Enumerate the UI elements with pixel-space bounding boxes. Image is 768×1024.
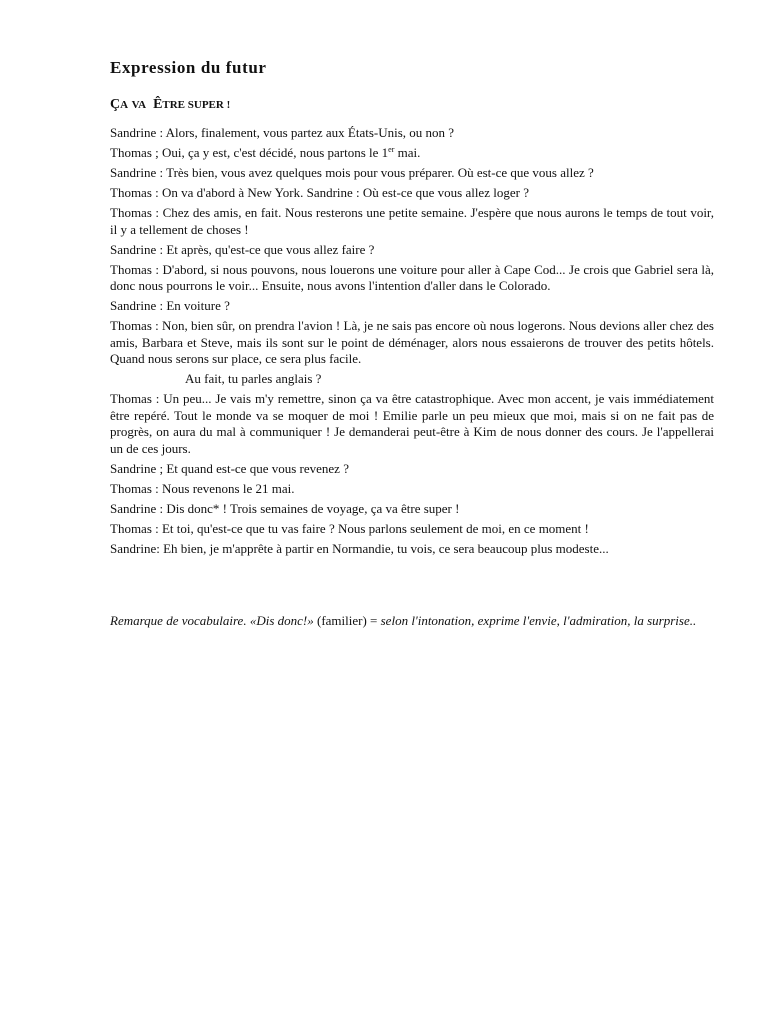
dialogue-text: Sandrine : Alors, finalement, vous partez aux États-Unis, ou non ?	[110, 125, 455, 140]
dialogue-line	[110, 145, 714, 162]
dialogue-line	[110, 125, 714, 142]
dialogue-text: Thomas : On va d'abord à New York. Sandrine : Où est-ce que vous allez loger ?	[110, 185, 529, 200]
section-heading	[110, 97, 230, 113]
dialogue-line	[110, 298, 714, 315]
dialogue-text: Thomas : Et toi, qu'est-ce que tu vas faire ? Nous parlons seulement de moi, en ce moment !	[110, 520, 589, 536]
dialogue-text: Sandrine : Dis donc* ! Trois semaines de voyage, ça va être super !	[110, 500, 460, 516]
dialogue-text: Thomas : Non, bien sûr, on prendra l'avion ! Là, je ne sais pas encore où nous logerons. Nous devions aller chez des amis, Barbara et Steve, mais ils sont sur le point de déménager, alors nous essaierons de trouver des petits hôtels. Quand nous serons sur place, ce sera plus facile.	[110, 318, 714, 366]
dialogue-text: Thomas : D'abord, si nous pouvons, nous louerons une voiture pour aller à Cape Cod... Je crois que Gabriel sera là, donc nous pourrons le voir... Ensuite, nous avons l'intention d'aller dans le Colorado.	[110, 261, 714, 293]
dialogue-line	[110, 165, 714, 182]
heading-c-cedilla: Ç	[110, 97, 121, 112]
dialogue-line	[110, 541, 714, 558]
dialogue-text: Thomas : Un peu... Je vais m'y remettre, sinon ça va être catastrophique. Avec mon accent, je vais immédiatement être repéré. Tout le monde va se moquer de moi ! Emilie parle un peu mieux que moi, mais si on ne fait pas de progrès, on aura du mal à communiquer ! Je demanderai peut-être à Kim de nous donner des cours. Je l'appellerai un de ces jours.	[110, 391, 714, 456]
heading-a: A	[120, 99, 129, 111]
dialogue	[110, 125, 714, 561]
page-title: Expression du futur	[110, 58, 267, 77]
remark-meaning: selon l'intonation, exprime l'envie, l'admiration, la surprise..	[380, 613, 697, 628]
dialogue-text: Thomas ; Oui, ça y est, c'est décidé, nous partons le 1	[110, 145, 389, 160]
dialogue-line	[110, 481, 714, 498]
dialogue-line	[110, 371, 714, 388]
dialogue-text: Sandrine: Eh bien, je m'apprête à partir en Normandie, tu vois, ce sera beaucoup plus modeste...	[110, 540, 609, 556]
dialogue-text: Sandrine : Très bien, vous avez quelques mois pour vous préparer. Où est-ce que vous allez ?	[110, 165, 594, 180]
heading-va: VA	[131, 99, 147, 111]
dialogue-text-after: mai.	[394, 145, 421, 160]
dialogue-line	[110, 185, 714, 202]
remark-register: (familier) =	[313, 613, 381, 628]
heading-e-circ: Ê	[153, 97, 163, 112]
dialogue-text: Sandrine ; Et quand est-ce que vous revenez ?	[110, 460, 349, 476]
dialogue-text: Thomas : Chez des amis, en fait. Nous resterons une petite semaine. J'espère que nous aurons le temps de tout voir, il y a tellement de choses !	[110, 205, 714, 237]
dialogue-line	[110, 391, 714, 457]
dialogue-line	[110, 501, 714, 518]
dialogue-line	[110, 318, 714, 368]
dialogue-text: Au fait, tu parles anglais ?	[185, 371, 322, 386]
dialogue-line	[110, 521, 714, 538]
dialogue-text: Sandrine : Et après, qu'est-ce que vous allez faire ?	[110, 241, 375, 257]
dialogue-line	[110, 461, 714, 478]
remark-lead: Remarque de vocabulaire. «Dis donc!»	[110, 613, 314, 628]
dialogue-line	[110, 242, 714, 259]
dialogue-text: Sandrine : En voiture ?	[110, 298, 230, 313]
heading-rest: TRE SUPER !	[162, 99, 231, 111]
vocabulary-remark	[110, 612, 714, 629]
dialogue-text: Thomas : Nous revenons le 21 mai.	[110, 480, 295, 496]
dialogue-line	[110, 262, 714, 295]
dialogue-line	[110, 205, 714, 238]
ordinal-superscript: er	[388, 145, 395, 154]
